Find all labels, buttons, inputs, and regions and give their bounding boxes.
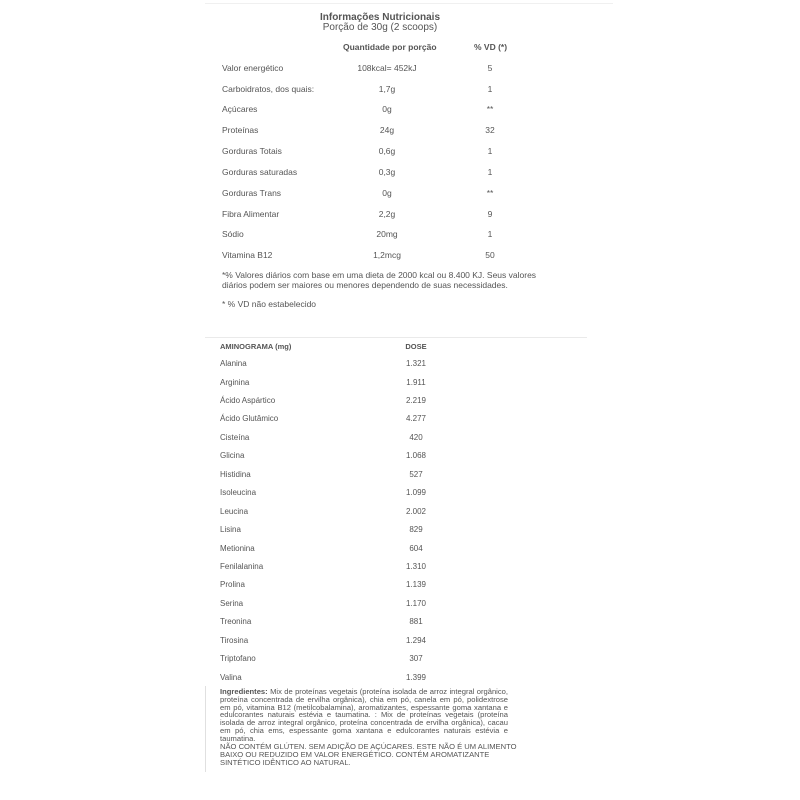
nutrient-quantity: 1,7g: [378, 84, 396, 94]
top-divider: [205, 3, 613, 4]
amino-acid-name: Prolina: [220, 580, 245, 589]
nutrient-quantity: 0,3g: [378, 167, 396, 177]
amino-acid-dose: 1.294: [405, 636, 427, 645]
vd-not-established-note: * % VD não estabelecido: [222, 299, 317, 309]
amino-acid-name: Arginina: [220, 378, 250, 387]
amino-acid-name: Histidina: [220, 470, 251, 479]
amino-acid-dose: 604: [409, 544, 423, 553]
amino-acid-dose: 881: [409, 617, 423, 626]
vd-column-header: % VD (*): [474, 42, 508, 52]
nutrient-quantity: 0g: [382, 188, 392, 198]
amino-acid-dose: 307: [409, 654, 423, 663]
nutrient-vd: 1: [487, 84, 493, 94]
amino-acid-name: Glicina: [220, 451, 245, 460]
amino-acid-dose: 4.277: [405, 414, 427, 423]
amino-acid-dose: 1.310: [405, 562, 427, 571]
nutrient-label: Gorduras saturadas: [222, 167, 298, 177]
allergen-notice: NÃO CONTÉM GLÚTEN. SEM ADIÇÃO DE AÇÚCARES. ESTE NÃO É UM ALIMENTO BAIXO OU REDUZIDO EM VALOR ENERGÉTICO. CONTÉM AROMATIZANTE SINTÉTICO IDÊNTICO AO NATURAL.: [220, 742, 517, 767]
nutrient-label: Carboidratos, dos quais:: [222, 84, 315, 94]
section-divider: [205, 337, 587, 338]
amino-acid-dose: 1.099: [405, 488, 427, 497]
nutrition-header: [220, 13, 540, 33]
amino-acid-name: Cisteína: [220, 433, 250, 442]
nutrient-label: Fibra Alimentar: [222, 209, 280, 219]
nutrient-label: Gorduras Totais: [222, 146, 282, 156]
amino-acid-dose: 1.399: [405, 673, 427, 682]
serving-size: Porção de 30g (2 scoops): [322, 22, 438, 33]
amino-acid-name: Metionina: [220, 544, 255, 553]
nutrient-vd: 32: [485, 125, 495, 135]
quantity-column-header: Quantidade por porção: [343, 42, 437, 52]
ingredients-block: [220, 688, 508, 743]
amino-acid-dose: 1.139: [405, 580, 427, 589]
amino-acid-name: Treonina: [220, 617, 252, 626]
amino-acid-dose: 1.911: [406, 378, 426, 387]
nutrient-vd: **: [486, 104, 494, 114]
nutrient-label: Sódio: [222, 229, 244, 239]
nutrient-vd: 5: [487, 63, 493, 73]
nutrient-label: Gorduras Trans: [222, 188, 282, 198]
nutrient-quantity: 0g: [382, 104, 392, 114]
nutrient-quantity: 2,2g: [378, 209, 396, 219]
amino-acid-name: Fenilalanina: [220, 562, 264, 571]
amino-acid-dose: 420: [409, 433, 423, 442]
amino-acid-name: Isoleucina: [220, 488, 257, 497]
amino-acid-name: Triptofano: [220, 654, 256, 663]
amino-acid-name: Tirosina: [220, 636, 249, 645]
aminogram-column-header: AMINOGRAMA (mg): [220, 342, 292, 351]
ingredients-text: Mix de proteínas vegetais (proteína isolada de arroz integral orgânico, proteína concentrada de ervilha orgânica), chia em pó, canela em pó, polidextrose em pó, vitamina B12 (metilcobalamina), aromatizantes, espessante goma xantana e edulcorantes naturais estévia e taumatina. : Mix de proteínas vegetais (proteína isolada de arroz integral orgânico, proteína concentrada de ervilha orgânica), cacau em pó, chia ems, espessante goma xantana e edulcorantes naturais estévia e taumatina.: [220, 687, 508, 743]
nutrient-vd: 1: [487, 167, 493, 177]
amino-acid-dose: 1.170: [405, 599, 427, 608]
amino-acid-name: Alanina: [220, 359, 247, 368]
nutrient-label: Valor energético: [222, 63, 284, 73]
ingredients-divider: [205, 686, 206, 772]
nutrition-footnote: *% Valores diários com base em uma dieta de 2000 kcal ou 8.400 KJ. Seus valores diários podem ser maiores ou menores dependendo de suas necessidades.: [222, 270, 537, 290]
nutrient-vd: 1: [487, 229, 493, 239]
dose-column-header: DOSE: [405, 342, 427, 351]
amino-acid-dose: 829: [409, 525, 423, 534]
amino-acid-dose: 1.068: [405, 451, 427, 460]
nutrient-vd: 1: [487, 146, 493, 156]
amino-acid-name: Ácido Glutâmico: [220, 414, 279, 423]
amino-acid-name: Lisina: [220, 525, 241, 534]
amino-acid-name: Valina: [220, 673, 242, 682]
nutrient-vd: **: [486, 188, 494, 198]
amino-acid-dose: 2.002: [405, 507, 427, 516]
nutrient-label: Proteínas: [222, 125, 259, 135]
nutrition-title: Informações Nutricionais: [319, 12, 441, 23]
amino-acid-dose: 527: [409, 470, 423, 479]
nutrient-label: Vitamina B12: [222, 250, 273, 260]
nutrient-quantity: 0,6g: [378, 146, 396, 156]
ingredients-label: Ingredientes:: [220, 687, 268, 696]
nutrient-label: Açúcares: [222, 104, 258, 114]
nutrient-quantity: 24g: [379, 125, 395, 135]
nutrient-vd: 50: [485, 250, 495, 260]
nutrient-quantity: 20mg: [376, 229, 398, 239]
amino-acid-dose: 2.219: [405, 396, 427, 405]
amino-acid-name: Ácido Aspártico: [220, 396, 276, 405]
amino-acid-dose: 1.321: [405, 359, 427, 368]
amino-acid-name: Leucina: [220, 507, 249, 516]
nutrient-quantity: 108kcal= 452kJ: [357, 63, 417, 73]
amino-acid-name: Serina: [220, 599, 244, 608]
nutrient-quantity: 1,2mcg: [373, 250, 401, 260]
nutrient-vd: 9: [487, 209, 493, 219]
